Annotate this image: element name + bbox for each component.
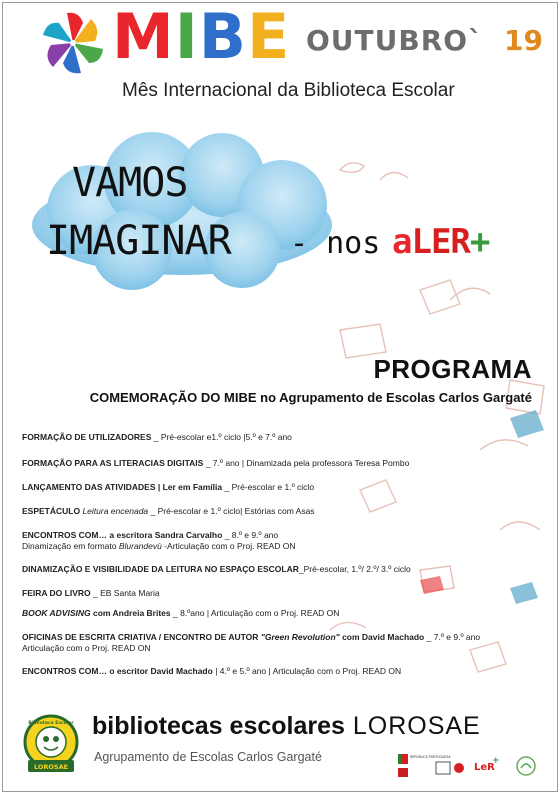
svg-text:LOROSAE: LOROSAE <box>33 763 69 771</box>
pinwheel-logo-icon <box>40 10 106 76</box>
slogan-line-1: VAMOS <box>72 160 188 206</box>
mibe-letter-i: I <box>174 0 199 73</box>
mibe-letter-e: E <box>247 0 291 73</box>
programa-item: ENCONTROS COM… a escritora Sandra Carvalho _ 8.º e 9.º ano Dinamização em formato Blurandevù -Articulação com o Proj. READ ON <box>22 530 296 551</box>
slogan-nos: - nos <box>290 226 381 261</box>
svg-text:REPÚBLICA PORTUGUESA: REPÚBLICA PORTUGUESA <box>410 755 451 759</box>
slogan-line-2: IMAGINAR <box>46 218 231 264</box>
year-label: 19 <box>504 24 543 57</box>
cloud-shape <box>22 130 342 290</box>
programa-item: FEIRA DO LIVRO _ EB Santa Maria <box>22 588 160 598</box>
mibe-letter-b: B <box>198 0 248 73</box>
svg-text:+: + <box>492 756 500 766</box>
footer-title-lorosae: LOROSAE <box>344 712 481 740</box>
programa-item: LANÇAMENTO DAS ATIVIDADES | Ler em Família _ Pré-escolar e 1.º ciclo <box>22 482 315 492</box>
footer-subtitle: Agrupamento de Escolas Carlos Gargaté <box>94 750 322 764</box>
mibe-title <box>112 0 291 73</box>
month-label: OUTUBRO` <box>306 24 484 57</box>
slogan-aler-a: a <box>392 222 412 262</box>
slogan-aler-plus: + <box>469 222 490 262</box>
programa-item: DINAMIZAÇÃO E VISIBILIDADE DA LEITURA NO ESPAÇO ESCOLAR_Pré-escolar, 1.º/ 2.º/ 3.º ciclo <box>22 564 411 574</box>
programa-item: ENCONTROS COM… o escritor David Machado | 4.º e 5.º ano | Articulação com o Proj. READ ON <box>22 666 402 676</box>
svg-text:LeR: LeR <box>474 762 495 773</box>
svg-text:Biblioteca Escolar: Biblioteca Escolar <box>28 721 74 726</box>
mibe-letter-m: M <box>112 0 175 73</box>
footer-title <box>92 712 481 741</box>
header-subtitle: Mês Internacional da Biblioteca Escolar <box>122 80 455 101</box>
slogan-aler-ler: LER <box>411 222 470 262</box>
programa-item: OFICINAS DE ESCRITA CRIATIVA / ENCONTRO DE AUTOR "Green Revolution" com David Machado _ 7.º e 9.º ano Articulação com o Proj. READ ON <box>22 632 481 653</box>
partner-logos <box>396 750 546 780</box>
programa-title: PROGRAMA <box>373 354 532 384</box>
library-badge-logo <box>22 712 80 776</box>
programa-item: FORMAÇÃO DE UTILIZADORES _ Pré-escolar e1.º ciclo |5.º e 7.º ano <box>22 432 292 442</box>
programa-item: BOOK ADVISING com Andreia Brites _ 8.ºano | Articulação com o Proj. READ ON <box>22 608 340 618</box>
programa-item: FORMAÇÃO PARA AS LITERACIAS DIGITAIS _ 7.º ano | Dinamizada pela professora Teresa Pombo <box>22 458 410 468</box>
programa-subtitle: COMEMORAÇÃO DO MIBE no Agrupamento de Escolas Carlos Gargaté <box>89 390 532 405</box>
programa-item: ESPETÁCULO Leitura encenada _ Pré-escolar e 1.º ciclo| Estórias com Asas <box>22 506 315 516</box>
slogan-aler <box>392 222 489 262</box>
footer-title-bold: bibliotecas escolares <box>92 712 345 740</box>
